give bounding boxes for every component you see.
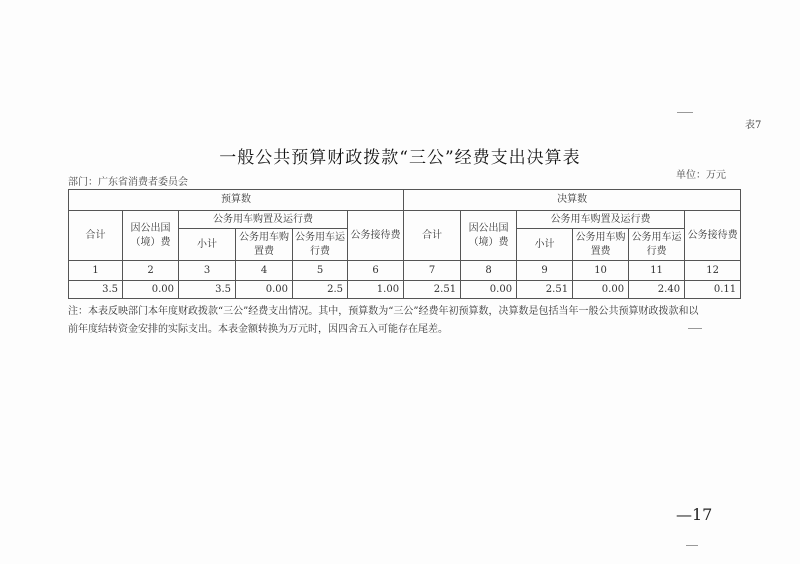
expenditure-table [68,189,741,299]
value-cell: 2.51 [517,281,573,299]
page-title: 一般公共预算财政拨款“三公”经费支出决算表 [219,148,581,168]
header-vehicle: 公务用车购置及运行费 [517,211,685,229]
header-reception: 公务接待费 [685,211,741,261]
col-number: 9 [517,261,573,281]
scan-mark [677,112,693,113]
value-cell: 0.11 [685,281,741,299]
header-operation: 公务用车运行费 [293,229,348,261]
value-row [69,281,741,299]
col-number: 4 [236,261,293,281]
value-cell: 0.00 [573,281,629,299]
header-total: 合计 [69,211,123,261]
value-cell: 3.5 [179,281,236,299]
table-number: 表7 [745,120,762,131]
value-cell: 1.00 [348,281,404,299]
col-number: 12 [685,261,741,281]
header-abroad: 因公出国（境）费 [461,211,517,261]
value-cell: 0.00 [236,281,293,299]
budget-group-header: 预算数 [69,190,404,211]
header-operation: 公务用车运行费 [629,229,685,261]
value-cell: 2.40 [629,281,685,299]
final-group-header: 决算数 [404,190,741,211]
col-number: 1 [69,261,123,281]
col-number: 7 [404,261,461,281]
col-number: 10 [573,261,629,281]
note-line-1: 注：本表反映部门本年度财政拨款“三公”经费支出情况。其中，预算数为“三公”经费年初预算数，决算数是包括当年一般公共预算财政拨款和以 [68,306,699,317]
value-cell: 3.5 [69,281,123,299]
value-cell: 0.00 [123,281,179,299]
col-number: 8 [461,261,517,281]
page-number: —17 [676,505,713,524]
header-purchase: 公务用车购置费 [236,229,293,261]
note-line-2: 前年度结转资金安排的实际支出。本表金额转换为万元时，因四舍五入可能存在尾差。 [68,324,448,335]
col-number: 6 [348,261,404,281]
header-total: 合计 [404,211,461,261]
scan-mark [688,328,702,329]
col-number: 2 [123,261,179,281]
header-subtotal: 小计 [179,229,236,261]
col-number: 5 [293,261,348,281]
value-cell: 2.51 [404,281,461,299]
header-reception: 公务接待费 [348,211,404,261]
scan-mark [686,545,698,546]
unit-label: 单位：万元 [676,170,726,181]
header-vehicle: 公务用车购置及运行费 [179,211,348,229]
header-subtotal: 小计 [517,229,573,261]
col-number: 3 [179,261,236,281]
value-cell: 0.00 [461,281,517,299]
value-cell: 2.5 [293,281,348,299]
header-abroad: 因公出国（境）费 [123,211,179,261]
column-number-row [69,261,741,281]
department-label: 部门：广东省消费者委员会 [68,177,188,188]
col-number: 11 [629,261,685,281]
header-purchase: 公务用车购置费 [573,229,629,261]
